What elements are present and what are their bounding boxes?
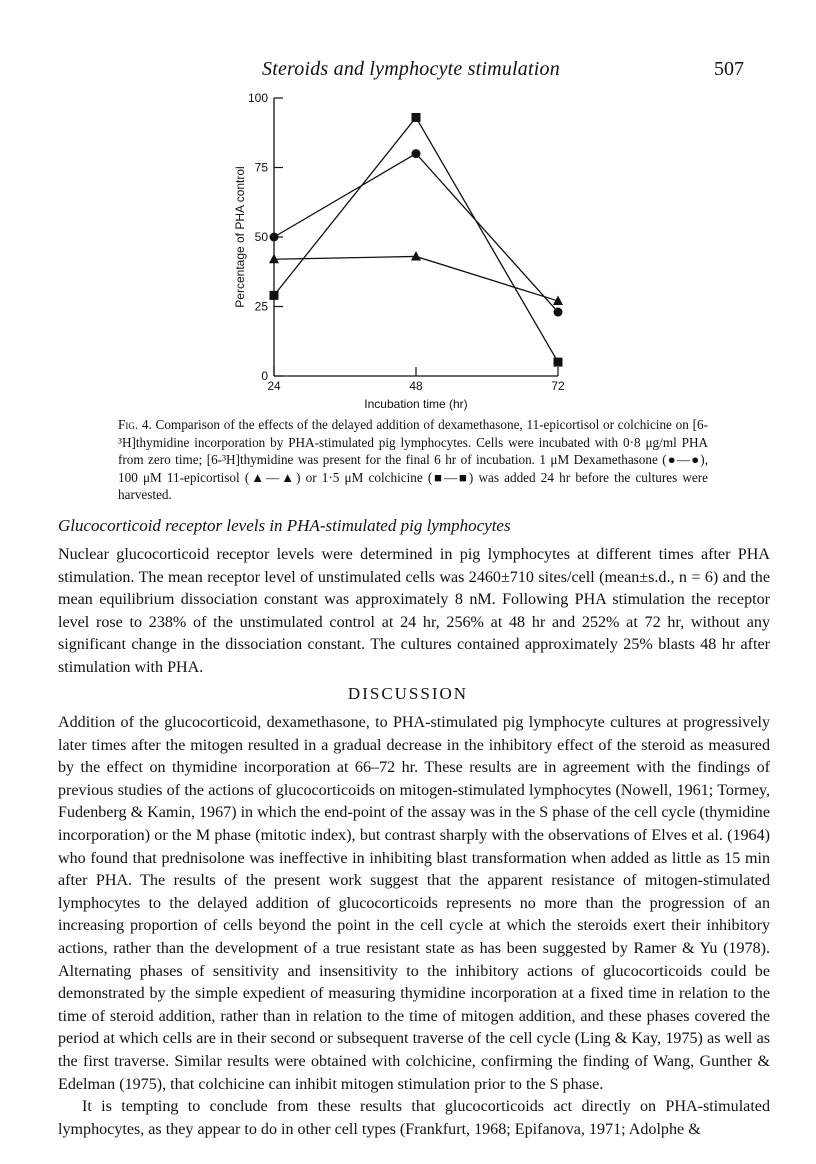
caption-text-1: Comparison of the effects of the delayed addition of dexamethasone, 11-epicortisol or colchicine on [6-³H]thymidine incorporation by PHA-stimulated pig lymphocytes. Cells were incubated with 0·8 μg/ml PHA from zero time; [6-³H]thymidine was present for the final 6 hr of incubation. 1 μM Dexamethasone ( bbox=[118, 417, 708, 468]
legend-key-epicortisol: ▲—▲ bbox=[249, 469, 297, 485]
figure-label: Fig. 4. bbox=[118, 417, 152, 432]
section-body bbox=[58, 544, 770, 680]
caption-text-2: ), 100 μM 11-epicortisol ( bbox=[118, 452, 708, 485]
page-number: 507 bbox=[714, 58, 744, 80]
chart-markers bbox=[269, 113, 563, 367]
data-point-triangle bbox=[269, 254, 279, 263]
discussion-paragraph-2: It is tempting to conclude from these results that glucocorticoids act directly on PHA-stimulated lymphocytes, as they appear to do in other cell types (Frankfurt, 1968; Epifanova, 1971; Adolphe & bbox=[58, 1098, 770, 1138]
x-tick-label: 24 bbox=[267, 379, 281, 393]
data-point-circle bbox=[270, 233, 279, 242]
y-tick-label: 100 bbox=[247, 91, 268, 105]
discussion-body bbox=[58, 712, 770, 1141]
chart-axes bbox=[274, 98, 558, 376]
x-tick-label: 72 bbox=[551, 379, 565, 393]
x-axis-title: Incubation time (hr) bbox=[364, 397, 468, 411]
running-title: Steroids and lymphocyte stimulation bbox=[262, 58, 560, 80]
y-axis-title: Percentage of PHA control bbox=[233, 166, 247, 308]
data-point-circle bbox=[412, 149, 421, 158]
legend-key-dexamethasone: ●—● bbox=[666, 452, 701, 468]
data-point-circle bbox=[554, 308, 563, 317]
discussion-heading: DISCUSSION bbox=[347, 684, 469, 703]
discussion-paragraph-1: Addition of the glucocorticoid, dexamethasone, to PHA-stimulated pig lymphocyte cultures at progressively later times after the mitogen resulted in a gradual decrease in the inhibitory effect of the steroid as measured by the effect on thymidine incorporation at 66–72 hr. These results are in agreement with the findings of previous studies of the actions of glucocorticoids on mitogen-stimulated lymphocytes (Nowell, 1961; Tormey, Fudenberg & Kamin, 1967) in which the end-point of the assay was in the S phase of the cell cycle (thymidine incorporation) or the M phase (mitotic index), but contrast sharply with the observations of Elves et al. (1964) who found that prednisolone was ineffective in inhibiting blast transformation when added as little as 15 min after PHA. The results of the present work suggest that the apparent resistance of mitogen-stimulated lymphocytes to the delayed addition of glucocorticoids represents no more than the progression of an increasing proportion of cells beyond the point in the cell cycle at which the steroids exert their inhibitory actions, rather than the development of a true resistant state as has been suggested by Ramer & Yu (1978). Alternating phases of sensitivity and insensitivity to the inhibitory actions of glucocorticoids could be demonstrated by the simple expedient of measuring thymidine incorporation at a fixed time in relation to the time of steroid addition, rather than in relation to the time of mitogen addition, and these phases covered the period at which cells are in their second or subsequent traverse of the cell cycle (Ling & Kay, 1975) as well as the first traverse. Similar results were obtained with colchicine, confirming the finding of Wang, Gunther & Edelman (1975), that colchicine can inhibit mitogen stimulation prior to the S phase. bbox=[58, 714, 770, 1093]
caption-text-4: ) was added 24 hr before the cultures were harvested. bbox=[118, 469, 708, 503]
data-point-square bbox=[270, 291, 279, 300]
x-tick-label: 48 bbox=[409, 379, 423, 393]
data-point-triangle bbox=[411, 251, 421, 261]
caption-text-3: ) or 1·5 μM colchicine ( bbox=[296, 469, 433, 485]
y-tick-label: 50 bbox=[254, 230, 268, 244]
y-tick-label: 75 bbox=[254, 160, 268, 175]
running-header bbox=[0, 58, 816, 84]
figure-caption bbox=[118, 416, 708, 504]
y-tick-label: 25 bbox=[254, 299, 268, 314]
section-heading: Glucocorticoid receptor levels in PHA-stimulated pig lymphocytes bbox=[58, 516, 511, 535]
legend-key-colchicine: ■—■ bbox=[432, 469, 469, 485]
figure-4-chart bbox=[0, 88, 816, 414]
y-tick-label: 0 bbox=[261, 369, 268, 383]
series-line-triangle bbox=[274, 256, 558, 300]
data-point-square bbox=[412, 113, 421, 122]
section-paragraph: Nuclear glucocorticoid receptor levels were determined in pig lymphocytes at different times after PHA stimulation. The mean receptor level of unstimulated cells was 2460±710 sites/cell (mean±s.d., n = 6) and the mean equilibrium dissociation constant was approximately 8 nM. Following PHA stimulation the receptor level rose to 238% of the unstimulated control at 24 hr, 256% at 48 hr and 252% at 72 hr, without any significant change in the dissociation constant. The cultures contained approximately 25% blasts 48 hr after stimulation with PHA. bbox=[58, 546, 770, 676]
data-point-square bbox=[554, 358, 563, 367]
